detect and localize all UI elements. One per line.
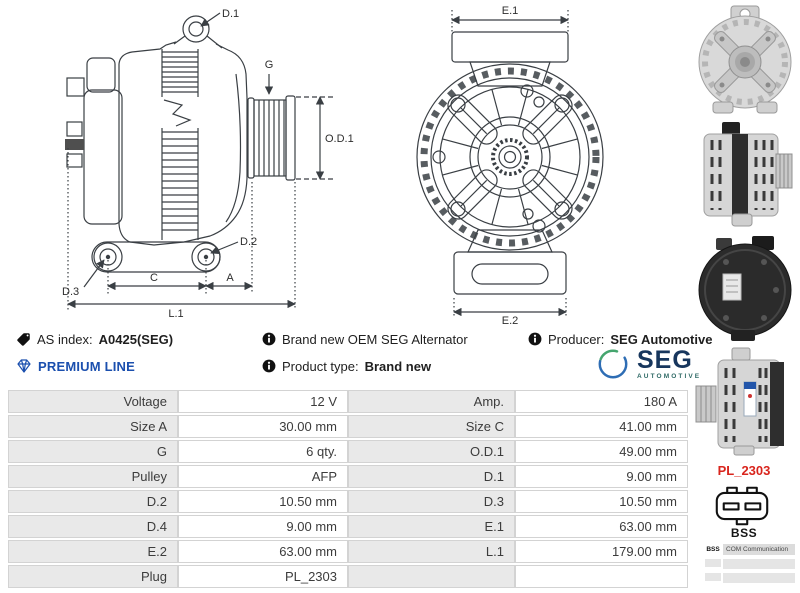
product-type-value: Brand new xyxy=(364,358,432,374)
spec-value xyxy=(515,565,688,588)
spec-value: 12 V xyxy=(178,390,348,413)
spec-label: D.3 xyxy=(348,490,515,513)
product-type-label: Product type: xyxy=(282,358,359,374)
dim-label-d1: D.1 xyxy=(222,8,240,20)
as-index xyxy=(16,331,173,347)
seg-circle-icon xyxy=(596,347,630,381)
as-index-value: A0425(SEG) xyxy=(98,331,174,347)
spec-label: D.2 xyxy=(8,490,178,513)
spec-value: 63.00 mm xyxy=(515,515,688,538)
spec-label xyxy=(348,565,515,588)
spec-label: L.1 xyxy=(348,540,515,563)
spec-label: Plug xyxy=(8,565,178,588)
spec-label: Size C xyxy=(348,415,515,438)
plug-code[interactable]: PL_2303 xyxy=(717,463,771,478)
product-type xyxy=(262,358,431,374)
tag-icon xyxy=(16,332,31,347)
premium-line-label: PREMIUM LINE xyxy=(38,358,136,374)
legend-row-empty xyxy=(705,573,795,583)
dim-label-g: G xyxy=(264,59,274,71)
spec-value: 30.00 mm xyxy=(178,415,348,438)
product-photo-rear[interactable] xyxy=(692,232,798,342)
spec-label: D.1 xyxy=(348,465,515,488)
product-photo-angled[interactable] xyxy=(692,346,798,456)
seg-logo-text: SEG xyxy=(637,345,693,374)
note-brand-new xyxy=(262,331,468,347)
product-photo-front[interactable] xyxy=(692,4,798,114)
plug-name: BSS xyxy=(730,526,758,540)
seg-automotive-logo xyxy=(596,347,701,381)
legend-row-empty xyxy=(705,559,795,569)
note-brand-new-text: Brand new OEM SEG Alternator xyxy=(282,331,468,347)
dim-label-od1: O.D.1 xyxy=(325,133,354,145)
legend-value: COM Communication xyxy=(723,544,795,555)
spec-value: 10.50 mm xyxy=(515,490,688,513)
spec-label: O.D.1 xyxy=(348,440,515,463)
spec-value: 179.00 mm xyxy=(515,540,688,563)
product-photo-side[interactable] xyxy=(692,118,798,228)
dim-label-c: C xyxy=(150,272,158,284)
spec-label: Pulley xyxy=(8,465,178,488)
spec-value: 41.00 mm xyxy=(515,415,688,438)
plug-connector-icon xyxy=(712,486,772,526)
spec-label: Amp. xyxy=(348,390,515,413)
spec-value: 49.00 mm xyxy=(515,440,688,463)
producer-label: Producer: xyxy=(548,331,605,347)
spec-label: Size A xyxy=(8,415,178,438)
as-index-label: AS index: xyxy=(37,331,93,347)
spec-label: E.1 xyxy=(348,515,515,538)
info-icon xyxy=(262,359,276,373)
legend-key: BSS xyxy=(706,546,720,553)
dim-label-e2: E.2 xyxy=(501,315,519,324)
legend-row xyxy=(705,544,795,555)
producer xyxy=(528,331,712,347)
spec-value: 9.00 mm xyxy=(178,515,348,538)
front-view-drawing xyxy=(392,2,678,324)
info-icon xyxy=(528,332,542,346)
spec-value: 6 qty. xyxy=(178,440,348,463)
plug-legend xyxy=(705,544,795,587)
seg-logo-subtext: AUTOMOTIVE xyxy=(637,372,702,380)
spec-value: 9.00 mm xyxy=(515,465,688,488)
dim-label-a: A xyxy=(226,272,234,284)
dim-label-d3: D.3 xyxy=(62,286,80,298)
spec-label: D.4 xyxy=(8,515,178,538)
spec-label: Voltage xyxy=(8,390,178,413)
spec-label: G xyxy=(8,440,178,463)
spec-value: PL_2303 xyxy=(178,565,348,588)
dim-label-l1: L.1 xyxy=(168,308,184,320)
spec-value: 63.00 mm xyxy=(178,540,348,563)
diamond-icon xyxy=(16,358,32,374)
side-view-drawing xyxy=(4,2,360,320)
spec-value: AFP xyxy=(178,465,348,488)
spec-value: 10.50 mm xyxy=(178,490,348,513)
premium-line xyxy=(16,358,135,374)
spec-table xyxy=(8,390,688,588)
dim-label-d2: D.2 xyxy=(240,236,258,248)
spec-label: E.2 xyxy=(8,540,178,563)
info-icon xyxy=(262,332,276,346)
dim-label-e1: E.1 xyxy=(501,5,519,17)
spec-value: 180 A xyxy=(515,390,688,413)
producer-value: SEG Automotive xyxy=(610,331,713,347)
